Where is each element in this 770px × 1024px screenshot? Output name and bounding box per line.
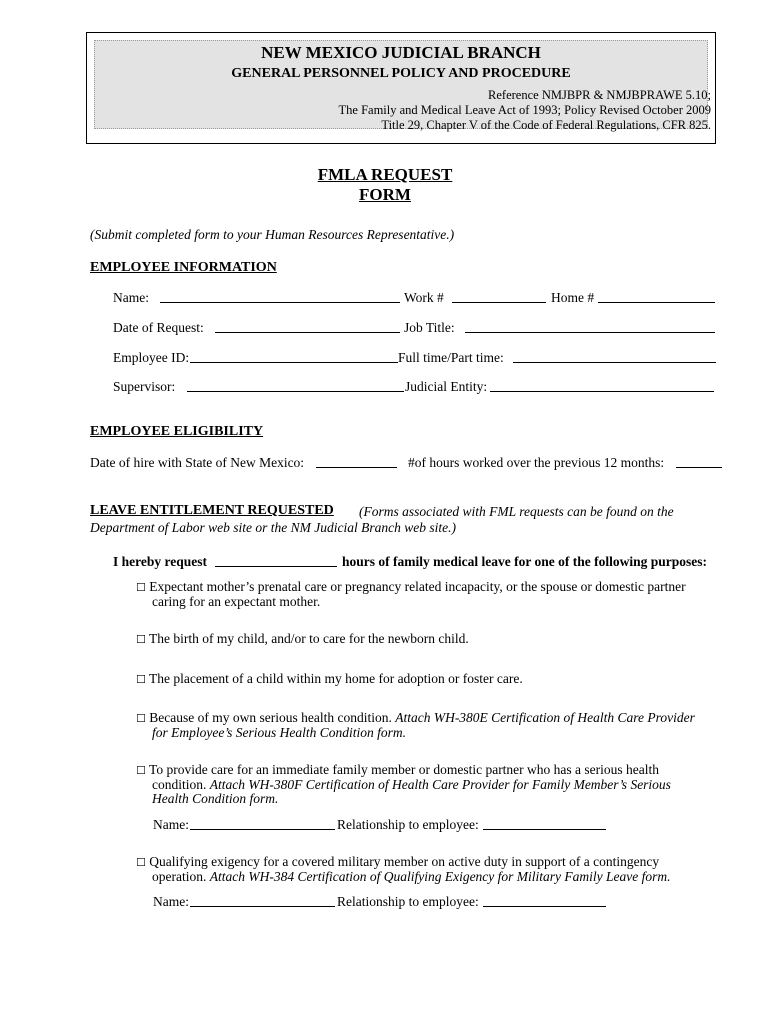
judicial-entity-field[interactable] <box>490 391 714 392</box>
leave-note-1: (Forms associated with FML requests can be found on the <box>359 504 674 519</box>
option-prenatal-text: Expectant mother’s prenatal care or pregnancy related incapacity, or the spouse or domestic partner <box>149 579 686 594</box>
checkbox-family-care[interactable]: ☐ <box>136 764 146 777</box>
hours-worked-field[interactable] <box>676 467 722 468</box>
hours-worked-label: #of hours worked over the previous 12 months: <box>408 455 665 470</box>
option-birth <box>136 632 469 647</box>
request-prefix: I hereby request <box>113 554 207 569</box>
leave-note-2: Department of Labor web site or the NM Judicial Branch web site.) <box>90 520 456 535</box>
form-title-line2: FORM <box>359 185 411 204</box>
header-ref-3: Title 29, Chapter V of the Code of Federal Regulations, CFR 825. <box>381 118 711 132</box>
option-prenatal-text-2: caring for an expectant mother. <box>152 594 321 609</box>
job-title-label: Job Title: <box>404 320 455 335</box>
family-relationship-field[interactable] <box>483 829 606 830</box>
checkbox-birth[interactable]: ☐ <box>136 633 146 646</box>
employee-id-field[interactable] <box>190 362 398 363</box>
fulltime-field[interactable] <box>513 362 716 363</box>
request-suffix: hours of family medical leave for one of the following purposes: <box>342 554 707 569</box>
date-request-field[interactable] <box>215 332 400 333</box>
header-ref-1: Reference NMJBPR & NMJBPRAWE 5.10; <box>488 88 711 102</box>
option-family-care-text: To provide care for an immediate family member or domestic partner who has a serious health <box>149 762 660 777</box>
option-family-care-text-2: condition. <box>152 777 207 792</box>
option-prenatal <box>136 580 686 609</box>
hours-requested-field[interactable] <box>215 566 337 567</box>
header-ref-2: The Family and Medical Leave Act of 1993; Policy Revised October 2009 <box>338 103 711 117</box>
family-name-label: Name: <box>153 817 189 832</box>
date-hire-field[interactable] <box>316 467 397 468</box>
work-phone-field[interactable] <box>452 302 546 303</box>
eligibility-heading: EMPLOYEE ELIGIBILITY <box>90 424 264 439</box>
military-relationship-label: Relationship to employee: <box>337 894 479 909</box>
option-placement-text: The placement of a child within my home for adoption or foster care. <box>149 671 523 686</box>
option-family-care-attach-2: Health Condition form. <box>152 791 279 806</box>
option-own-health-text: Because of my own serious health condition. <box>149 710 392 725</box>
supervisor-field[interactable] <box>187 391 404 392</box>
name-field[interactable] <box>160 302 400 303</box>
option-birth-text: The birth of my child, and/or to care for the newborn child. <box>149 631 469 646</box>
military-relationship-field[interactable] <box>483 906 606 907</box>
job-title-field[interactable] <box>465 332 715 333</box>
family-relationship-label: Relationship to employee: <box>337 817 479 832</box>
military-name-field[interactable] <box>190 906 335 907</box>
option-military-attach: Attach WH-384 Certification of Qualifying Exigency for Military Family Leave form. <box>209 869 671 884</box>
employee-id-label: Employee ID: <box>113 350 190 365</box>
form-title-line1: FMLA REQUEST <box>317 165 453 184</box>
option-military-text-2: operation. <box>152 869 207 884</box>
option-military-text: Qualifying exigency for a covered military member on active duty in support of a contingency <box>149 854 660 869</box>
fulltime-label: Full time/Part time: <box>398 350 504 365</box>
option-own-health-attach-2: for Employee’s Serious Health Condition form. <box>152 725 406 740</box>
option-family-care-attach: Attach WH-380F Certification of Health Care Provider for Family Member’s Serious <box>209 777 671 792</box>
checkbox-placement[interactable]: ☐ <box>136 673 146 686</box>
header-box <box>86 32 716 144</box>
checkbox-prenatal[interactable]: ☐ <box>136 581 146 594</box>
leave-heading: LEAVE ENTITLEMENT REQUESTED <box>90 503 334 518</box>
home-label: Home # <box>551 290 595 305</box>
name-label: Name: <box>113 290 149 305</box>
option-placement <box>136 672 523 687</box>
checkbox-own-health[interactable]: ☐ <box>136 712 146 725</box>
military-name-label: Name: <box>153 894 189 909</box>
work-label: Work # <box>404 290 444 305</box>
header-subtitle: GENERAL PERSONNEL POLICY AND PROCEDURE <box>231 66 571 81</box>
employee-info-heading: EMPLOYEE INFORMATION <box>90 260 277 275</box>
option-military <box>136 855 671 884</box>
option-family-care <box>136 763 671 806</box>
date-hire-label: Date of hire with State of New Mexico: <box>90 455 305 470</box>
home-phone-field[interactable] <box>598 302 715 303</box>
checkbox-military[interactable]: ☐ <box>136 856 146 869</box>
instruction: (Submit completed form to your Human Resources Representative.) <box>90 227 455 242</box>
option-own-health-attach: Attach WH-380E Certification of Health Care Provider <box>395 710 695 725</box>
date-request-label: Date of Request: <box>113 320 204 335</box>
header-title: NEW MEXICO JUDICIAL BRANCH <box>261 43 541 62</box>
supervisor-label: Supervisor: <box>113 379 176 394</box>
judicial-entity-label: Judicial Entity: <box>405 379 488 394</box>
option-own-health <box>136 711 695 740</box>
family-name-field[interactable] <box>190 829 335 830</box>
